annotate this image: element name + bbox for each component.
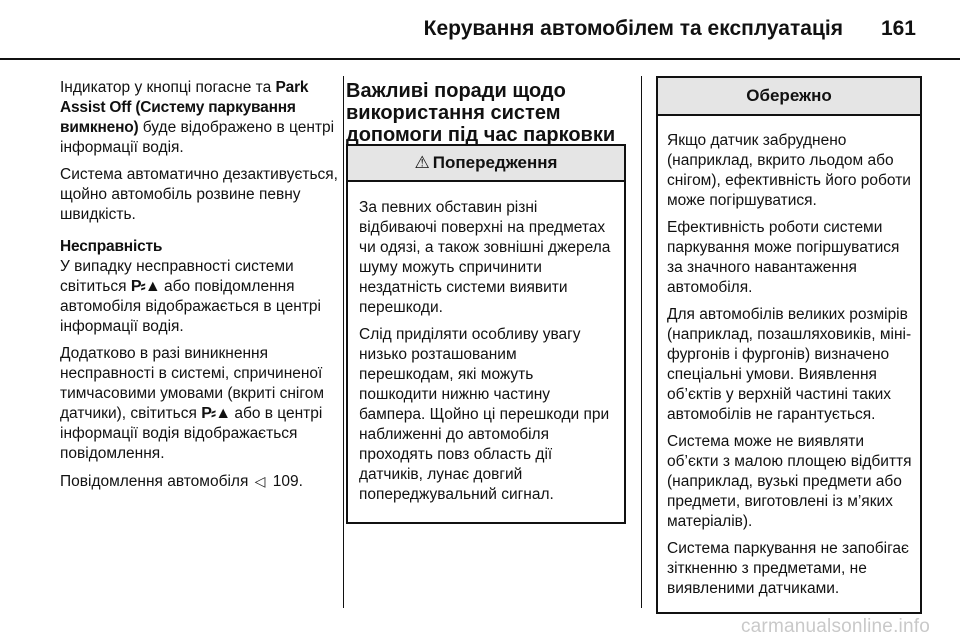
right-column <box>656 60 920 610</box>
left-column <box>60 60 342 610</box>
park-assist-off-paragraph <box>60 78 342 158</box>
text-run: буде відображено в центрі інформації водія. <box>60 119 335 156</box>
text-run: або повідомлення автомобіля відображається в центрі інформації водія. <box>60 278 321 335</box>
park-assist-symbol-icon: P⸗▲ <box>201 405 231 422</box>
warning-box <box>346 144 626 524</box>
caution-paragraph: Система паркування не запобігає зіткненню з предметами, не виявленими датчиками. <box>667 540 909 597</box>
temporary-fault-paragraph <box>60 344 342 464</box>
warning-triangle-icon: ⚠ <box>414 153 430 172</box>
caution-paragraph: Система може не виявляти об’єкти з малою площею відбиття (наприклад, вузькі предмети або предмети, виготовлені із м’яких матеріалів). <box>667 433 912 530</box>
middle-column <box>346 60 638 610</box>
page-reference-icon[interactable]: ◁ <box>254 473 266 489</box>
vehicle-messages-paragraph <box>60 471 342 492</box>
page-title: Керування автомобілем та експлуатація <box>423 17 843 40</box>
watermark: carmanualsonline.info <box>740 616 930 637</box>
page-header <box>0 0 960 60</box>
warning-title: Попередження <box>432 153 558 172</box>
column-divider <box>641 76 642 608</box>
warning-body <box>348 182 624 522</box>
caution-box <box>656 76 922 614</box>
fault-paragraph <box>60 237 342 337</box>
auto-deactivation-paragraph: Система автоматично дезактивується, щойно автомобіль розвине певну швидкість. <box>60 166 338 223</box>
text-run: Повідомлення автомобіля <box>60 473 253 490</box>
text-run: Індикатор у кнопці погасне та <box>60 79 276 96</box>
warning-paragraph: Слід приділяти особливу увагу низько розташованим перешкодам, які можуть пошкодити нижню частину бампера. Щойно ці перешкоди при наближенні до автомобіля проходять повз область дії датчиків, лунає довгий попереджувальний сигнал. <box>359 326 610 503</box>
park-assist-symbol-icon: P⸗▲ <box>130 278 160 295</box>
text-run: У випадку несправності системи світиться <box>60 258 294 295</box>
caution-header: Обережно <box>658 78 920 116</box>
caution-body <box>658 116 920 612</box>
text-run: або в центрі інформації водія відображається повідомлення. <box>60 405 323 462</box>
caution-paragraph: Ефективність роботи системи паркування може погіршуватися за значного навантаження автомобіля. <box>667 219 900 296</box>
section-heading: Важливі поради щодо використання систем допомоги під час парковки <box>346 80 616 146</box>
caution-paragraph: Для автомобілів великих розмірів (наприклад, позашляховиків, міні-фургонів і фургонів) визначено спеціальні умови. Виявлення об’єктів у верхній частині таких автомобілів не гарантується. <box>667 306 912 423</box>
fault-heading: Несправність <box>60 238 163 255</box>
page-number: 161 <box>880 17 916 40</box>
warning-paragraph: За певних обставин різні відбиваючі поверхні на предметах чи одязі, а також зовнішні джерела шуму можуть спричинити нездатність системи виявити перешкоди. <box>359 199 611 316</box>
column-divider <box>343 76 344 608</box>
park-assist-off-message: Park Assist Off (Систему паркування вимкнено) <box>60 79 309 136</box>
text-run: 109. <box>268 473 303 490</box>
text-run: Додатково в разі виникнення несправності в системі, спричиненої тимчасовими умовами (вкриті снігом датчики), світиться <box>60 345 324 422</box>
warning-header <box>348 146 624 182</box>
caution-paragraph: Якщо датчик забруднено (наприклад, вкрито льодом або снігом), ефективність його роботи може погіршуватися. <box>667 132 911 209</box>
